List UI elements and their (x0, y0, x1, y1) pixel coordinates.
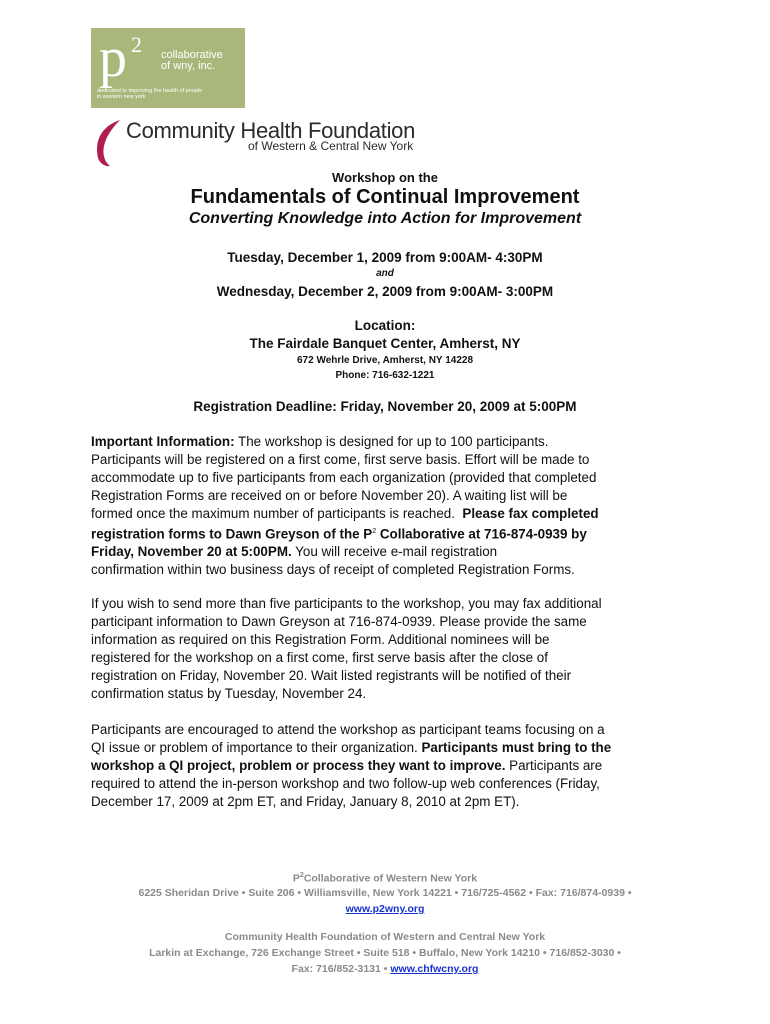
flame-leaf-icon (92, 118, 124, 168)
p2-collaborative-logo (91, 28, 245, 108)
p2-website-link[interactable]: www.p2wny.org (345, 903, 425, 915)
footer-p2-address: 6225 Sheridan Drive • Suite 206 • Williamsville, New York 14221 • 716/725-4562 • Fax: 716/874-0939 • (138, 887, 632, 899)
chf-website-link[interactable]: www.chfwcny.org (390, 963, 479, 975)
footer-p2-url-line (0, 903, 770, 915)
p2-logo-sup: 2 (131, 32, 142, 57)
registration-deadline: Registration Deadline: Friday, November 20, 2009 at 5:00PM (193, 399, 577, 414)
footer-p2-org: $P^2Collaborative$ of Western New York (292, 872, 478, 885)
important-information-paragraph: Important Information: The workshop is designed for up to 100 participants. Participants will be registered on a first come, first serve basis. Effort will be made to accommodate up to five participants from each organization (provided that completed Registration Forms are received on or before November 20). A waiting list will be formed once the maximum number of participants is reached. Please fax completed registration forms to Dawn Greyson of the $P^2$ Collaborative at 716-874-0939 by Friday, November 20 at 5:00PM. You will receive e-mail registration confirmation within two business days of receipt of completed Registration Forms. (91, 434, 599, 578)
p2-logo-mark: p (99, 27, 127, 89)
date-line-2: Wednesday, December 2, 2009 from 9:00AM- 3:00PM (216, 284, 554, 299)
page-title: Fundamentals of Continual Improvement (190, 186, 580, 208)
footer-chf-address: Larkin at Exchange, 726 Exchange Street • Suite 518 • Buffalo, New York 14210 • 716/852-3030 • (149, 947, 621, 959)
chf-logo-subtitle: of Western & Central New York (248, 139, 414, 153)
location-label: Location: (354, 318, 416, 333)
location-phone: Phone: 716-632-1221 (335, 370, 435, 381)
p2-logo-tagline: dedicated to improving the health of people in western new york (97, 88, 203, 100)
date-conjunction: and (376, 268, 394, 279)
location-name: The Fairdale Banquet Center, Amherst, NY (249, 336, 521, 351)
additional-participants-paragraph: If you wish to send more than five participants to the workshop, you may fax additional participant information to Dawn Greyson at 716-874-0939. Please provide the same information as required on this Registration Form. Additional nominees will be registered for the workshop on a first come, first serve basis after the close of registration on Friday, November 20. Wait listed registrants will be notified of their confirmation status by Tuesday, November 24. (91, 596, 602, 701)
location-address: 672 Wehrle Drive, Amherst, NY 14228 (296, 355, 474, 366)
page-subtitle: Converting Knowledge into Action for Improvement (188, 210, 582, 227)
footer-chf-org: Community Health Foundation of Western and Central New York (224, 931, 546, 943)
pre-title: Workshop on the (332, 170, 438, 185)
p2-logo-name: collaborative of wny, inc. (161, 49, 223, 72)
footer-chf-fax-line: Fax: 716/852-3131 • www.chfwcny.org (291, 963, 479, 975)
chf-logo-name: Community Health Foundation (126, 118, 416, 143)
date-line-1: Tuesday, December 1, 2009 from 9:00AM- 4:30PM (227, 250, 543, 265)
participant-teams-paragraph: Participants are encouraged to attend the workshop as participant teams focusing on a QI issue or problem of importance to their organization. Participants must bring to the workshop a QI project, problem or process they want to improve. Participants are required to attend the in-person workshop and two follow-up web conferences (Friday, December 17, 2009 at 2pm ET, and Friday, January 8, 2010 at 2pm ET). (91, 722, 612, 809)
